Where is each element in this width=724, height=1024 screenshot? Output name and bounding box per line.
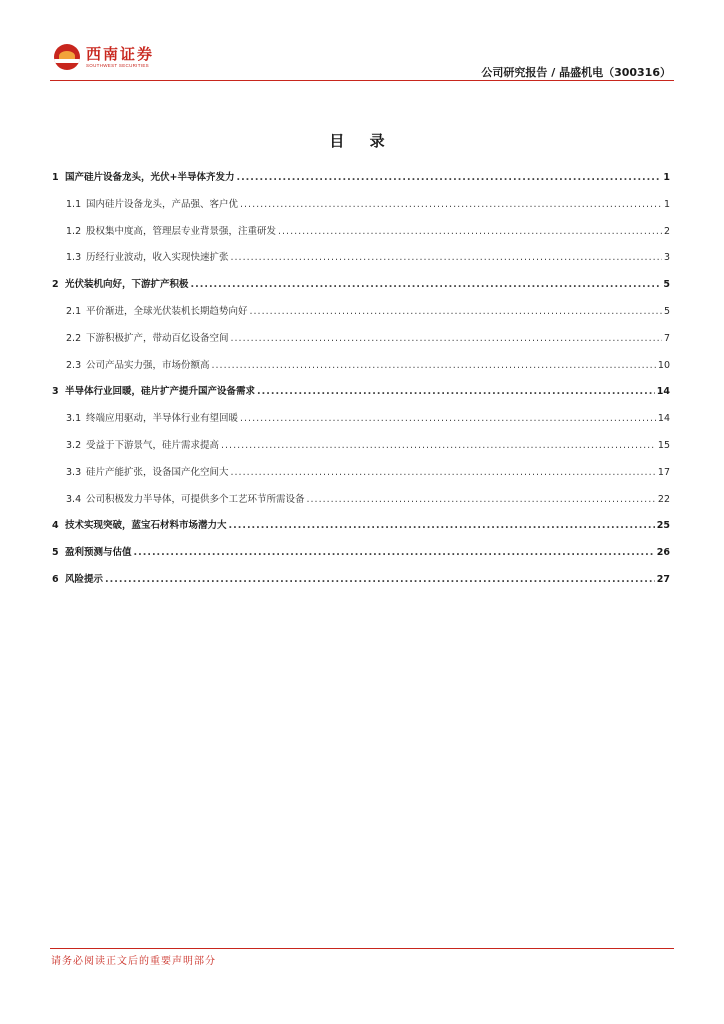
brand-logo-text xyxy=(86,46,154,69)
toc-entry-title: 股权集中度高，管理层专业背景强，注重研发 xyxy=(86,225,277,237)
toc-leader-dots xyxy=(134,547,655,558)
toc-entry[interactable] xyxy=(52,491,670,518)
toc-entry[interactable] xyxy=(52,410,670,437)
toc-entry[interactable] xyxy=(52,544,670,571)
toc-entry-number: 1.3 xyxy=(66,252,82,264)
toc-entry-number: 3.2 xyxy=(66,439,82,451)
toc-entry-number: 6 xyxy=(52,573,59,585)
toc-entry-page: 3 xyxy=(663,252,670,264)
toc-entry-title: 终端应用驱动，半导体行业有望回暖 xyxy=(86,413,239,425)
toc-entry-title: 下游积极扩产，带动百亿设备空间 xyxy=(86,332,229,344)
toc-entry-title: 盈利预测与估值 xyxy=(65,547,132,559)
toc-entry[interactable] xyxy=(52,196,670,223)
toc-entry-page: 26 xyxy=(656,547,670,559)
toc-title: 目 录 xyxy=(329,132,395,150)
toc-entry-title: 公司产品实力强，市场份额高 xyxy=(86,359,210,371)
toc-entry-number: 3 xyxy=(52,386,59,398)
toc-entry-number: 2.1 xyxy=(66,305,82,317)
toc-leader-dots xyxy=(212,360,656,371)
toc-leader-dots xyxy=(231,333,662,344)
toc-leader-dots xyxy=(231,467,656,478)
brand-logo xyxy=(54,44,154,70)
toc-entry-page: 14 xyxy=(656,386,670,398)
toc-leader-dots xyxy=(278,226,662,237)
toc-leader-dots xyxy=(240,413,656,424)
toc-entry-number: 3.4 xyxy=(66,493,82,505)
footer-disclaimer: 请务必阅读正文后的重要声明部分 xyxy=(51,956,216,967)
toc-entry[interactable] xyxy=(52,330,670,357)
brand-logo-icon xyxy=(54,44,80,70)
toc-entry-number: 2.2 xyxy=(66,332,82,344)
footer-divider xyxy=(50,948,674,949)
toc-leader-dots xyxy=(229,520,655,531)
toc-entry-page: 27 xyxy=(656,573,670,585)
toc-entry-title: 光伏装机向好，下游扩产积极 xyxy=(65,279,189,291)
toc-entry-page: 17 xyxy=(657,466,670,478)
toc-entry[interactable] xyxy=(52,303,670,330)
toc-entry-title: 历经行业波动，收入实现快速扩张 xyxy=(86,252,229,264)
toc-entry-title: 公司积极发力半导体，可提供多个工艺环节所需设备 xyxy=(86,493,305,505)
toc-entry-title: 受益于下游景气，硅片需求提高 xyxy=(86,439,220,451)
toc-entry-number: 3.1 xyxy=(66,413,82,425)
toc-entry-page: 15 xyxy=(657,439,670,451)
toc-entry-page: 22 xyxy=(657,493,670,505)
toc-entry[interactable] xyxy=(52,437,670,464)
toc-entry[interactable] xyxy=(52,517,670,544)
toc-entry[interactable] xyxy=(52,249,670,276)
toc-leader-dots xyxy=(191,279,662,290)
toc-entry[interactable] xyxy=(52,383,670,410)
toc-entry[interactable] xyxy=(52,571,670,598)
toc-entry-title: 国产硅片设备龙头，光伏+半导体齐发力 xyxy=(65,172,235,183)
header-divider xyxy=(50,80,674,81)
toc-entry-page: 5 xyxy=(663,305,670,317)
toc-entry[interactable] xyxy=(52,223,670,250)
toc-leader-dots xyxy=(236,172,661,183)
toc-entry-number: 2 xyxy=(52,279,59,291)
toc-entry-number: 1 xyxy=(52,172,59,183)
toc-leader-dots xyxy=(250,306,662,317)
toc-entry-title: 平价渐进，全球光伏装机长期趋势向好 xyxy=(86,305,248,317)
toc-entry-page: 10 xyxy=(657,359,670,371)
toc-entry-number: 3.3 xyxy=(66,466,82,478)
report-header-title: 公司研究报告 / 晶盛机电（300316） xyxy=(481,66,671,79)
toc-entry-page: 14 xyxy=(657,413,670,425)
toc-entry-title: 半导体行业回暖，硅片扩产提升国产设备需求 xyxy=(65,386,256,398)
brand-name-cn: 西南证券 xyxy=(86,44,155,63)
toc-leader-dots xyxy=(307,494,656,505)
toc-entry-page: 2 xyxy=(663,225,670,237)
toc-entry-page: 7 xyxy=(663,332,670,344)
toc-leader-dots xyxy=(240,199,662,210)
toc-entry[interactable] xyxy=(52,276,670,303)
toc-entry[interactable] xyxy=(52,169,670,196)
toc-entry-title: 技术实现突破，蓝宝石材料市场潜力大 xyxy=(65,520,227,532)
toc-leader-dots xyxy=(231,252,662,263)
toc-entry-page: 25 xyxy=(656,520,670,532)
toc-entry-page: 5 xyxy=(663,279,670,291)
toc-entry-number: 2.3 xyxy=(66,359,82,371)
toc-leader-dots xyxy=(257,386,655,397)
toc-leader-dots xyxy=(221,440,656,451)
toc-entry-title: 风险提示 xyxy=(65,573,104,585)
table-of-contents xyxy=(52,169,670,598)
toc-entry[interactable] xyxy=(52,357,670,384)
toc-entry-number: 5 xyxy=(52,547,59,559)
toc-leader-dots xyxy=(105,574,655,585)
toc-entry-number: 1.1 xyxy=(66,198,82,210)
toc-entry-number: 1.2 xyxy=(66,225,82,237)
toc-entry-title: 硅片产能扩张，设备国产化空间大 xyxy=(86,466,229,478)
toc-entry[interactable] xyxy=(52,464,670,491)
toc-entry-page: 1 xyxy=(663,198,670,210)
toc-entry-number: 4 xyxy=(52,520,59,532)
brand-name-en: SOUTHWEST SECURITIES xyxy=(86,62,149,68)
toc-entry-page: 1 xyxy=(663,172,670,183)
toc-entry-title: 国内硅片设备龙头，产品强、客户优 xyxy=(86,198,239,210)
